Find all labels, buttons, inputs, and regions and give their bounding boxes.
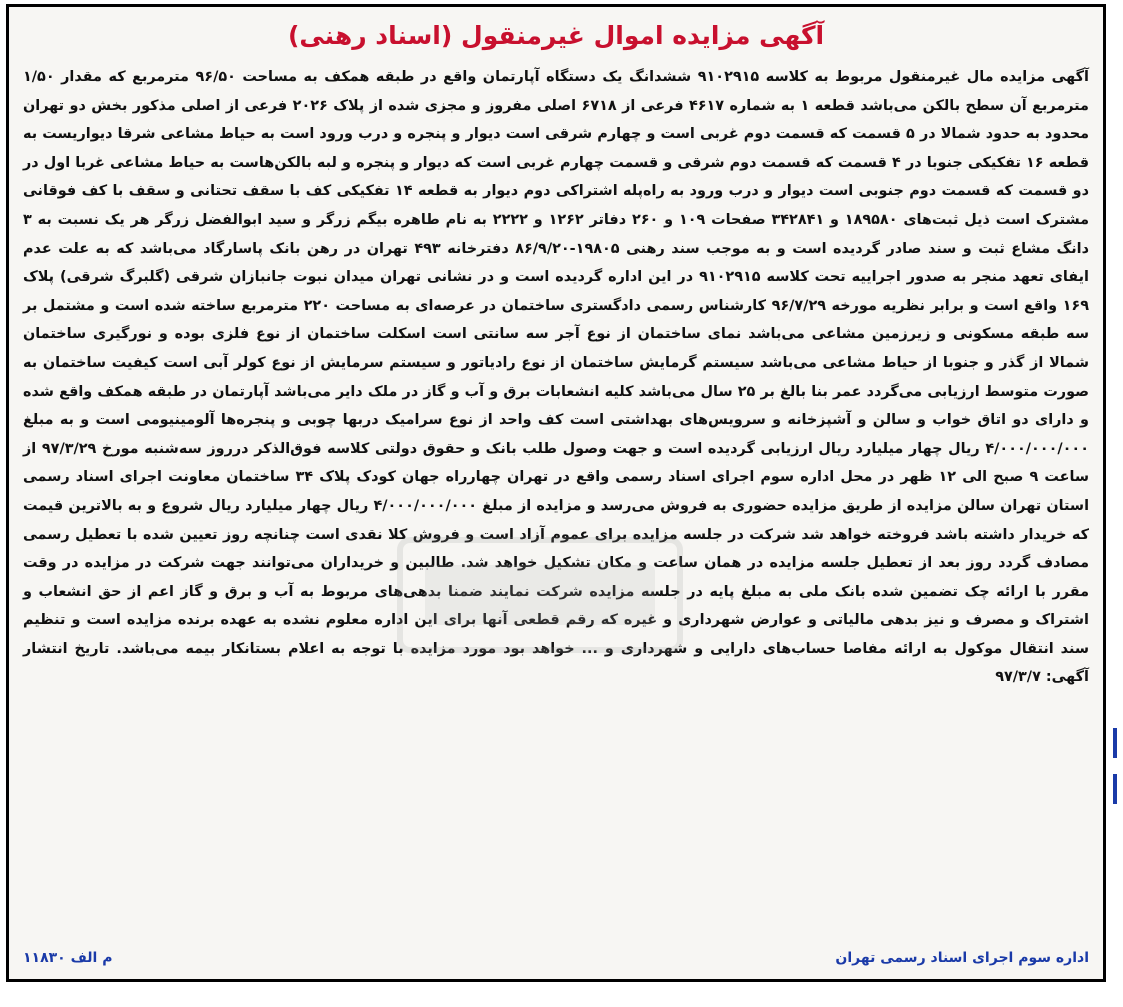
notice-title: آگهی مزایده اموال غیرمنقول (اسناد رهنی) [287,20,825,50]
issuer-name: اداره سوم اجرای اسناد رسمی تهران [835,950,1089,966]
ad-code: م الف ۱۱۸۳۰ [23,950,113,966]
notice-footer [23,943,1089,973]
notice-body: آگهی مزایده مال غیرمنقول مربوط به کلاسه ۹۱۰۲۹۱۵ ششدانگ یک دستگاه آپارتمان واقع در طبقه همکف به مساحت ۹۶/۵۰ مترمربع که مقدار ۱/۵۰ مترمربع آن سطح بالکن می‌باشد قطعه ۱ به شماره ۴۶۱۷ فرعی از ۶۷۱۸ اصلی مفروز و مجزی شده از پلاک ۲۰۲۶ فرعی از اصلی مذکور بخش دو تهران محدود به حدود شمالا در ۵ قسمت که قسمت دوم غربی است و چهارم شرقی است دیوار و پنجره و درب ورود است به حیاط مشاعی شرقا دیواریست به قطعه ۱۶ تفکیکی جنوبا در ۴ قسمت که قسمت دوم شرقی و قسمت چهارم غربی است که دیوار و پنجره و لبه بالکن‌هاست به حیاط مشاعی غربا اول در دو قسمت که قسمت دوم جنوبی است دیوار و درب ورود به راه‌پله اشتراکی دوم دیوار به قطعه ۱۴ تفکیکی کف با سقف تحتانی و سقف با کف فوقانی مشترک است ذیل ثبت‌های ۱۸۹۵۸۰ و ۳۴۲۸۴۱ صفحات ۱۰۹ و ۲۶۰ دفاتر ۱۲۶۲ و ۲۲۲۲ به نام طاهره بیگم زرگر و سید ابوالفضل زرگر هر یک نسبت به ۳ دانگ مشاع ثبت و سند صادر گردیده است و به موجب سند رهنی ۱۹۸۰۵-۸۶/۹/۲۰ دفترخانه ۴۹۳ تهران در رهن بانک پاسارگاد می‌باشد که به علت عدم ایفای تعهد منجر به صدور اجراییه تحت کلاسه ۹۱۰۲۹۱۵ در این اداره گردیده است و در نشانی تهران میدان نبوت جانبازان شرقی (گلبرگ شرقی) پلاک ۱۶۹ واقع است و برابر نظریه مورخه ۹۶/۷/۲۹ کارشناس رسمی دادگستری ساختمان در عرصه‌ای به مساحت ۲۲۰ مترمربع ساخته شده است و مشتمل بر سه طبقه مسکونی و زیرزمین مشاعی می‌باشد نمای ساختمان از نوع آجر سه سانتی است اسکلت ساختمان از نوع فلزی بوده و نورگیری ساختمان شمالا از گذر و جنوبا از حیاط مشاعی می‌باشد سیستم گرمایش ساختمان از نوع رادیاتور و سیستم سرمایش از نوع کولر آبی است کیفیت ساختمان به صورت متوسط ارزیابی می‌گردد عمر بنا بالغ بر ۲۵ سال می‌باشد کلیه انشعابات برق و آب و گاز در ملک دایر می‌باشد آپارتمان در طبقه همکف واقع شده و دارای دو اتاق خواب و سالن و آشپزخانه و سرویس‌های بهداشتی است کف واحد از نوع سرامیک دربها چوبی و پنجره‌ها آلومینیومی است و به مبلغ ۴/۰۰۰/۰۰۰/۰۰۰ ریال چهار میلیارد ریال ارزیابی گردیده است و جهت وصول طلب بانک و حقوق دولتی کلاسه فوق‌الذکر درروز سه‌شنبه مورخ ۹۷/۳/۲۹ از ساعت ۹ صبح الی ۱۲ ظهر در محل اداره سوم اجرای اسناد رسمی واقع در تهران چهارراه جهان کودک پلاک ۳۴ ساختمان معاونت اجرای اسناد رسمی استان تهران سالن مزایده از طریق مزایده حضوری به فروش می‌رسد و مزایده از مبلغ ۴/۰۰۰/۰۰۰/۰۰۰ ریال چهار میلیارد ریال شروع و به بالاترین قیمت که خریدار داشته باشد فروخته خواهد شد شرکت در جلسه مزایده برای عموم آزاد است و فروش کلا نقدی است چنانچه روز تعیین شده با تعطیل رسمی مصادف گردد روز بعد از تعطیل جلسه مزایده در همان ساعت و مکان تشکیل خواهد شد. طالبین و خریداران می‌توانند جهت شرکت در مزایده در وقت مقرر با ارائه چک تضمین شده بانک ملی به مبلغ پایه در جلسه مزایده شرکت نمایند ضمنا بدهی‌های مربوط به آب و برق و گاز اعم از حق انشعاب و اشتراک و مصرف و نیز بدهی مالیاتی و عوارض شهرداری و غیره که رقم قطعی آنها برای این اداره معلوم نشده به عهده برنده مزایده است و تنظیم سند انتقال موکول به ارائه مفاصا حساب‌های دارایی و شهرداری و ... خواهد بود مورد مزایده با توجه به اعلام بستانکار بیمه می‌باشد. تاریخ انتشار آگهی: ۹۷/۳/۷ [23,69,1090,686]
edge-mark [1111,722,1123,812]
title-bar [23,13,1089,57]
auction-notice [6,4,1106,982]
